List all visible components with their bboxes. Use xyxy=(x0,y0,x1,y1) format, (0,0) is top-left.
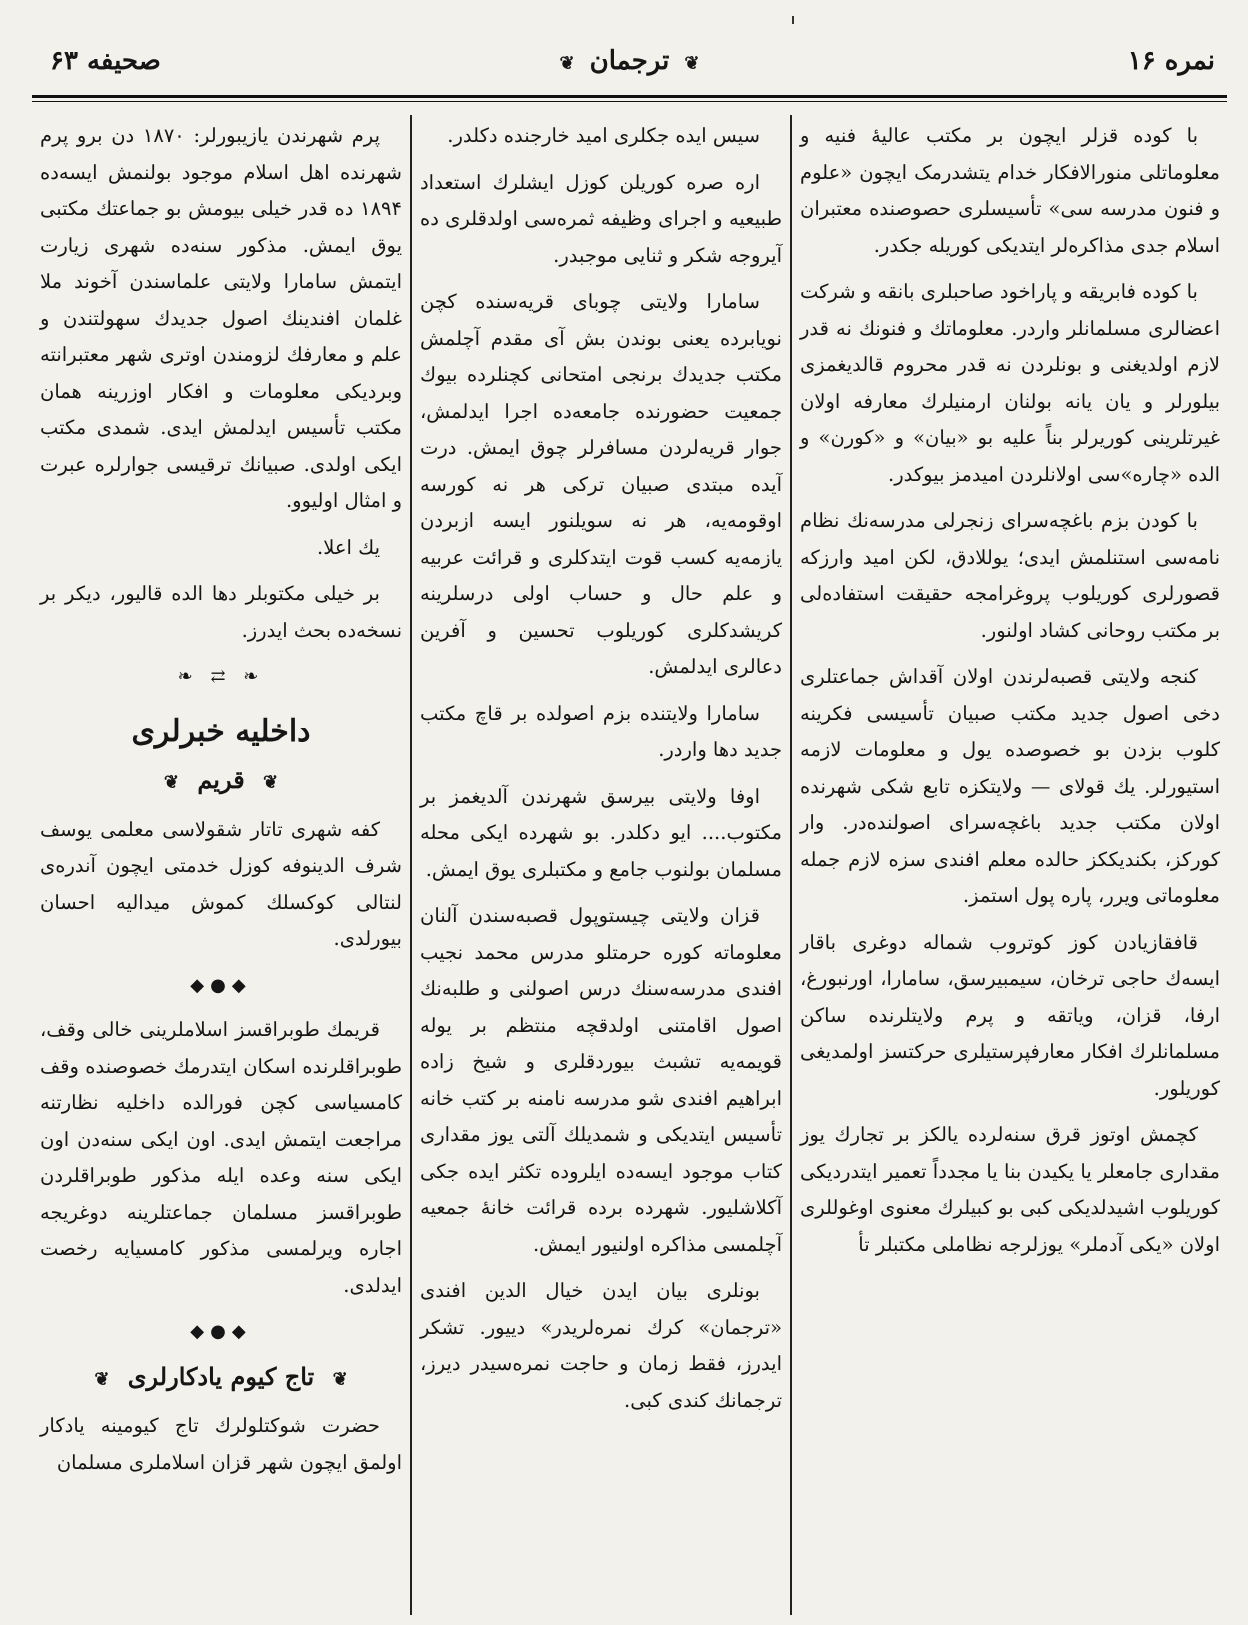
subsection-label: قریم xyxy=(197,765,245,794)
newspaper-title xyxy=(32,46,1227,76)
subsection-heading xyxy=(40,1359,402,1399)
paragraph: سامارا ولایتی چوبای قریه‌سنده کچن نویابرده یعنی بوندن بش آی مقدم آچلمش مکتب جدیدك برنجی امتحانی کچنلرده بیوك جمعیت حضورنده جامعه‌ده اجرا ایدلمش، جوار قریه‌لردن مسافرلر چوق ایمش. درت آیده مبتدی صبیان ترکی هر نه کورسه اوقومه‌یه، هر نه سویلنور ایسه ازبردن یازمه‌یه کسب قوت ایتدکلری و قرائت عربیه و علم حال و حساب اولی درسلرینه کریشدکلری کوریلوب تحسین و آفرین دعالری ایدلمش. xyxy=(420,290,782,678)
fleuron-icon: ❦ xyxy=(332,1368,348,1390)
title-text: ترجمان xyxy=(589,46,670,76)
paragraph: یك اعلا. xyxy=(317,535,380,559)
column-divider xyxy=(410,115,412,1615)
fleuron-icon: ❦ xyxy=(94,1368,110,1390)
paragraph: با کوده قزلر ایچون بر مکتب عالیهٔ فنیه و معلوماتلی منورالافکار خدام یتشدرمک ایچون «علوم و فنون مدرسه سی» تأسیسلری حصوصنده معتبران اسلام جدی مذاکره‌لر ایتدیکی کوریله جکدر. xyxy=(800,124,1220,257)
ornament-divider-icon: ◆●◆ xyxy=(190,1321,252,1342)
paragraph: کچمش اوتوز قرق سنه‌لرده یالکز بر تجارك یوز مقداری جامعلر یا یکیدن بنا یا مجدداً تعمیر ایتدردیکی کوریلوب اشیدلدیکی کبی بو کبیلرك معنوی اوغوللری اولان «یکی آدملر» یوزلرجه نظاملی مکتبلر تأ xyxy=(800,1123,1220,1256)
paragraph: کنجه ولایتی قصبه‌لرندن اولان آقداش جماعتلری دخی اصول جدید مکتب صبیان تأسیسی فکرینه کلوب بزدن بو خصوصده یول و معلومات لازمه استیورلر. یك قولای — ولایتکزه تابع شکی شهرنده اولان مکتب جدید باغچه‌سرای اصولنده‌در. وار کورکز، بکندیککز حالده معلم افندی سزه لازم جمله معلوماتی ویرر، پاره پول استمز. xyxy=(800,665,1220,907)
column-divider xyxy=(790,115,792,1615)
column-left xyxy=(40,118,402,1491)
paragraph: بونلری بیان ایدن خیال الدین افندی «ترجمان» کرك نمره‌لریدر» دییور. تشکر ایدرز، فقط زمان و حاجت نمره‌سیدر دیرز، ترجمانك کندی کبی. xyxy=(420,1279,782,1412)
fleuron-icon: ❦ xyxy=(263,772,279,793)
column-middle xyxy=(420,118,782,1429)
paragraph: اره صره کوریلن کوزل ایشلرك استعداد طبیعیه و اجرای وظیفه ثمره‌سی اولدقلری ده آیروجه شکر و ثنایی موجبدر. xyxy=(420,170,782,267)
paragraph: پرم شهرندن یازیبورلر: ۱۸۷۰ دن برو پرم شهرنده اهل اسلام موجود بولنمش ایسه‌ده ۱۸۹۴ ده قدر خیلی بیومش بو جماعتك مکتبی یوق ایمش. مذکور سنه‌ده شهری زیارت ایتمش سامارا ولایتی علماسندن آخوند ملا غلمان افندینك اصول جدیدك سهولتندن و علم و معارفك لزومندن اوتری شهر معتبرانته وبردیکی معلومات و افکار اوزرینه همان مکتب تأسیس ایدلمش ایدی. شمدی مکتب ایکی اولدی. صبیانك ترقیسی جوارلره عبرت و امثال اولیوو. xyxy=(40,124,402,512)
paragraph: قریمك طوبراقسز اسلاملرینی خالی وقف، طوبراقلرنده اسکان ایتدرمك خصوصنده وقف کامسیاسی کچن فورالده داخلیه نظارتنه مراجعت ایتمش ایدی. اون ایکی سنه‌دن اون ایکی سنه وعده ایله مذکور طوبراقلردن طوبراقسز مسلمان جماعتلرینه دوغریجه اجاره ویرلمسی مذکور کامسیایه رخصت ایدلدی. xyxy=(40,1018,402,1297)
masthead xyxy=(32,38,1227,98)
section-title: داخلیه خبرلری xyxy=(131,713,311,749)
paragraph: با کوده فابریقه و پاراخود صاحبلری بانقه و شرکت اعضالری مسلمانلر واردر. معلوماتك و فنونك نه قدر لازم اولدیغنی و بونلردن نه قدر محروم قالدیغمزی بیلورلر و یان یانه بولنان ارمنیلرك معارفه اولان غیرتلرینی کوریرلر بناً علیه بو «بیان» و «کورن» و الده «چاره»‌سی اولانلردن امیدمز بیوکدر. xyxy=(800,280,1220,486)
paragraph: قافقازیادن کوز کوتروب شماله دوغری باقار ایسه‌ك حاجی ترخان، سیمبیرسق، سامارا، اورنبورغ، ارفا، قزان، ویاتقه و پرم ولایتلرنده ساکن مسلمانلرك افکار معارفپرستیلری حرکتسز اولمدیغی کوریلور. xyxy=(800,930,1220,1100)
column-right xyxy=(800,118,1220,1273)
paragraph: کفه شهری تاتار شقولاسی معلمی یوسف شرف الدینوفه کوزل خدمتی ایچون آندره‌ی لنتالی کوکسلك کموش میدالیه احسان بیورلدی. xyxy=(40,817,402,950)
paragraph: سیس ایده جکلری امید خارجنده دکلدر. xyxy=(447,124,760,147)
paragraph: با کودن بزم باغچه‌سرای زنجرلی مدرسه‌نك نظام نامه‌سی استنلمش ایدی؛ یوللادق، لکن امید وارزکه قصورلری کوریلوب پروغرامجه حقیقت استفاده‌لی بر مکتب روحانی کشاد اولنور. xyxy=(800,509,1220,642)
ornament-icon: ❦ xyxy=(684,53,700,74)
ornament-divider-icon: ❧ ⇄ ❧ xyxy=(177,666,265,687)
paragraph: حضرت شوکتلولرك تاج کیومینه یادکار اولمق ایچون شهر قزان اسلاملری مسلمان xyxy=(40,1414,402,1474)
subsection-heading xyxy=(40,762,402,802)
ornament-icon: ❦ xyxy=(559,53,575,74)
paragraph: اوفا ولایتی بیرسق شهرندن آلدیغمز بر مکتوب.... ایو دکلدر. بو شهرده ایکی محله مسلمان بولنوب جامع و مکتبلری یوق ایمش. xyxy=(420,784,782,881)
page-mark xyxy=(792,16,794,24)
header-rule-thin xyxy=(32,101,1227,102)
paragraph: قزان ولایتی چیستوپول قصبه‌سندن آلنان معلوماته کوره حرمتلو مدرس محمد نجیب افندی مدرسه‌سنك درس اصولنی و طلبه‌نك اصول اقامتنی اولدقچه منتظم بر یوله قویمه‌یه تشبث بیوردقلری و شیخ زاده ابراهیم افندی شو مدرسه نامنه بر کتب خانه تأسیس ایتدیکی و شمدیلك آلتی یوز مقداری کتاب موجود ایسه‌ده ایلروده تکثر ایده جکی آکلاشلیور. شهرده برده قرائت خانهٔ جمعیه آچلمسی مذاکره اولنیور ایمش. xyxy=(420,904,782,1256)
ornament-divider-icon: ◆●◆ xyxy=(190,974,252,996)
header-rule xyxy=(32,95,1227,98)
subsection-label: تاج کیوم یادکارلری xyxy=(127,1361,315,1391)
page-number: صحیفه ۶۳ xyxy=(50,46,161,76)
paragraph: بر خیلی مکتوبلر دها الده قالیور، دیکر بر نسخه‌ده بحث ایدرز. xyxy=(40,582,402,642)
issue-number: نمره ۱۶ xyxy=(1127,46,1215,76)
paragraph: سامارا ولایتنده بزم اصولده بر قاچ مکتب جدید دها واردر. xyxy=(420,701,782,761)
fleuron-icon: ❦ xyxy=(163,772,179,793)
